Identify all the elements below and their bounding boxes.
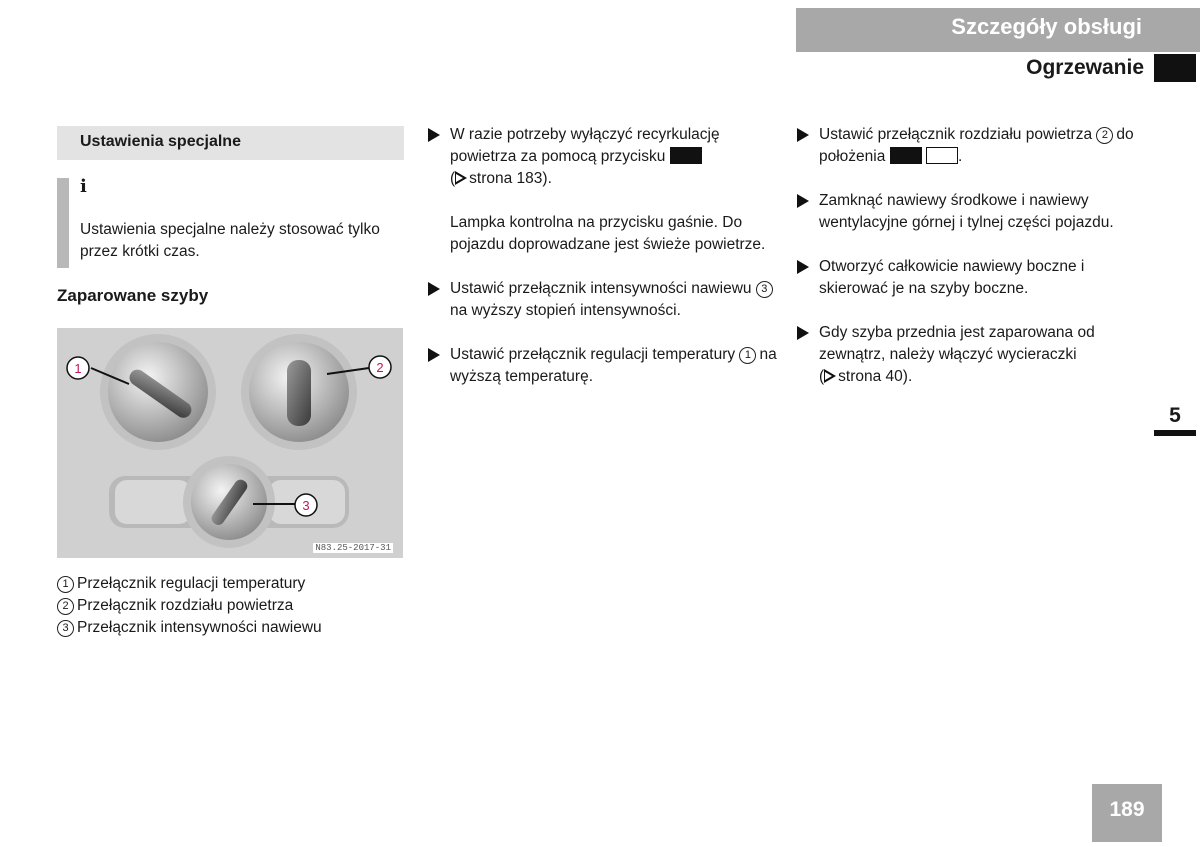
- control-panel-figure: [57, 328, 403, 558]
- special-settings-heading-box: [57, 126, 404, 160]
- legend-text: Przełącznik intensywności nawiewu: [77, 619, 322, 636]
- instruction-step: Gdy szyba przednia jest zaparowana od zewnątrz, należy włączyć wycieraczki ( strona 40).: [797, 322, 1149, 388]
- section-title: Szczegóły obsługi: [951, 14, 1142, 39]
- ref-number: 1: [739, 347, 756, 364]
- subsection-title: Ogrzewanie: [1026, 56, 1144, 79]
- instructions-column-3: [797, 124, 1149, 410]
- step-text: Ustawić przełącznik rozdziału powietrza: [819, 126, 1093, 143]
- step-text: na wyższą temperaturę.: [450, 346, 777, 385]
- defrost-icon: [926, 147, 958, 164]
- legend-number: 2: [57, 598, 74, 615]
- step-text: Otworzyć całkowicie nawiewy boczne i skierować je na szyby boczne.: [819, 258, 1085, 297]
- legend-text: Przełącznik regulacji temperatury: [77, 575, 306, 592]
- lamp-note: Lampka kontrolna na przycisku gaśnie. Do pojazdu doprowadzane jest świeże powietrze.: [450, 214, 766, 253]
- callout-1: 1: [74, 361, 82, 376]
- figure-code: N83.25-2017-31: [315, 543, 391, 553]
- special-settings-heading: Ustawienia specjalne: [80, 133, 241, 150]
- fogged-windows-heading: Zaparowane szyby: [57, 286, 209, 305]
- legend-number: 3: [57, 620, 74, 637]
- recirculation-button-icon: [670, 147, 702, 164]
- page-number: 189: [1109, 798, 1145, 821]
- bullet-arrow-icon: [797, 128, 809, 142]
- instruction-step: [428, 278, 778, 322]
- chapter-tab-underline: [1154, 430, 1196, 436]
- instruction-step: W razie potrzeby wyłączyć recyrkulację powietrza za pomocą przycisku ( strona 183).: [428, 124, 778, 190]
- bullet-arrow-icon: [428, 348, 440, 362]
- step-text: Ustawić przełącznik intensywności nawiewu: [450, 280, 752, 297]
- callout-2: 2: [376, 360, 384, 375]
- step-text: na wyższy stopień intensywności.: [450, 302, 681, 319]
- callout-3: 3: [302, 498, 310, 513]
- control-panel-illustration: [57, 328, 403, 558]
- legend-number: 1: [57, 576, 74, 593]
- note-bar: [57, 178, 69, 268]
- instructions-column-2: [428, 124, 778, 410]
- windshield-airflow-icon: [890, 147, 922, 164]
- step-text: W razie potrzeby wyłączyć recyrkulację powietrza za pomocą przycisku: [450, 126, 720, 165]
- section-header: [796, 8, 1200, 52]
- page-ref-arrow-icon: [824, 369, 836, 383]
- instruction-step: [797, 190, 1149, 234]
- legend-text: Przełącznik rozdziału powietrza: [77, 597, 294, 614]
- step-text: Gdy szyba przednia jest zaparowana od zewnątrz, należy włączyć wycieraczki: [819, 324, 1095, 363]
- chapter-tab[interactable]: 5: [1169, 404, 1181, 427]
- note-text: Ustawienia specjalne należy stosować tylko przez krótki czas.: [80, 221, 380, 260]
- legend-item: [57, 617, 322, 639]
- header-marker: [1154, 54, 1196, 82]
- instruction-step: [797, 256, 1149, 300]
- instruction-step: [428, 344, 778, 388]
- bullet-arrow-icon: [797, 326, 809, 340]
- info-icon: i: [80, 176, 87, 197]
- ref-number: 3: [756, 281, 773, 298]
- step-text: Ustawić przełącznik regulacji temperatury: [450, 346, 736, 363]
- ref-number: 2: [1096, 127, 1113, 144]
- page-number-box: [1092, 784, 1162, 842]
- bullet-arrow-icon: [428, 128, 440, 142]
- page-reference-link[interactable]: strona 40).: [838, 368, 913, 385]
- page-ref-arrow-icon: [455, 171, 467, 185]
- step-text: Zamknąć nawiewy środkowe i nawiewy wentylacyjne górnej i tylnej części pojazdu.: [819, 192, 1114, 231]
- instruction-step: Ustawić przełącznik rozdziału powietrza 2 do położenia .: [797, 124, 1149, 168]
- legend-item: [57, 573, 322, 595]
- bullet-arrow-icon: [428, 282, 440, 296]
- figure-legend: [57, 573, 322, 639]
- bullet-arrow-icon: [797, 194, 809, 208]
- step-text: do położenia: [819, 126, 1134, 165]
- bullet-arrow-icon: [797, 260, 809, 274]
- page-reference-link[interactable]: strona 183).: [469, 170, 552, 187]
- legend-item: [57, 595, 322, 617]
